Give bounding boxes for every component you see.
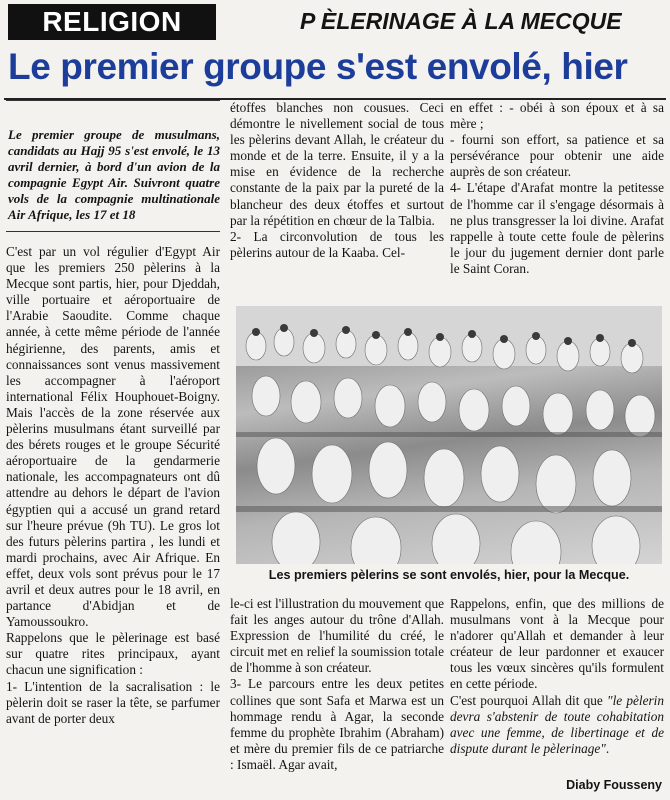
body-paragraph: 1- L'intention de la sacralisation : le pèlerin doit se raser la tête, se parfumer avant de porter deux: [6, 678, 220, 726]
headline: Le premier groupe s'est envolé, hier: [8, 46, 628, 87]
author-signature: Diaby Fousseny: [566, 778, 662, 792]
body-paragraph: [450, 693, 664, 757]
kicker: P ÈLERINAGE À LA MECQUE: [300, 8, 622, 34]
quote-text: "le pèlerin devra s'abstenir de toute cohabitation avec une femme, de libertinage et de dispute durant le pèlerinage": [450, 692, 665, 756]
pilgrims-photo: [236, 306, 662, 564]
quote-intro: C'est pourquoi Allah dit que: [450, 692, 607, 708]
crowd-illustration: [236, 306, 662, 564]
column-2: [230, 100, 444, 261]
photo-caption: Les premiers pèlerins se sont envolés, hier, pour la Mecque.: [268, 568, 630, 582]
body-paragraph: le-ci est l'illustration du mouvement que fait les anges autour du trône d'Allah. Expression de l'humilité du créé, le circuit met en relief la soumission totale de l'homme à son créateur.: [230, 596, 444, 676]
section-rubric: RELIGION: [8, 4, 216, 40]
body-paragraph: 2- La circonvolution de tous les pèlerins autour de la Kaaba. Cel-: [230, 228, 444, 260]
column-3: [450, 100, 664, 277]
column-1: [6, 100, 220, 727]
body-paragraph: C'est par un vol régulier d'Egypt Air que les premiers 250 pèlerins à la Mecque sont partis, hier, pour Djeddah, ville portuaire et aéroportuaire de l'Arabie Saoudite. Comme chaque année, à cette même période de l'année hégirienne, des parents, amis et connaissances sont venus massivement les accompagner à l'aéroport international Félix Houphouet-Boigny. Mais l'accès de la zone réservée aux pèlerins musulmans étant surveillé par des bérets rouges et le groupe Sécurité aéroportuaire de la gendarmerie nationale, les accompagnateurs ont dû attendre au dehors le départ de l'avion égyptien qui a accusé un grand retard sur l'heure prévue (9h TU). Le gros lot des futurs pèlerins partira , les lundi et mardi prochains, avec Air Afrique. En effet, deux vols sont prévus pour le 17 avril et deux autres pour le 18 avril, en partance d'Abidjan et de Yamoussoukro.: [6, 244, 220, 630]
body-paragraph: - fourni son effort, sa patience et sa persévérance pour obtenir une aide auprès de son créateur.: [450, 132, 664, 180]
body-paragraph: étoffes blanches non cousues. Ceci démontre le nivellement social de tous les pèlerins devant Allah, le créateur du monde et de la terre. Ensuite, il y a la mise en évidence de la recherche constante de la paix par la pureté de la blancheur des deux étoffes et surtout par la répétition en chœur de la Talbia.: [230, 100, 444, 228]
quote-end: .: [605, 740, 610, 756]
body-paragraph: Rappelons que le pèlerinage est basé sur quatre rites principaux, ayant chacun une signification :: [6, 630, 220, 678]
body-paragraph: Rappelons, enfin, que des millions de musulmans vont à la Mecque pour n'adorer qu'Allah et demander à leur créateur de leur pardonner et exaucer tous les vœux sincères qu'ils formulent en cette période.: [450, 596, 664, 692]
column-3-continued: [450, 596, 664, 757]
lead-paragraph: Le premier groupe de musulmans, candidats au Hajj 95 s'est envolé, le 13 avril dernier, à bord d'un avion de la compagnie Egypt Air. Suivront quatre vols de la compagnie multinationale Air Afrique, les 17 et 18: [6, 100, 220, 232]
body-paragraph: 3- Le parcours entre les deux petites collines que sont Safa et Marwa est un hommage rendu à Agar, la seconde femme du prophète Ibrahim (Abraham) et mère du premier fils de ce patriarche : Ismaël. Agar avait,: [230, 676, 444, 772]
body-paragraph: 4- L'étape d'Arafat montre la petitesse de l'homme car il s'engage désormais à ne plus transgresser la loi divine. Arafat rappelle à toute cette foule de pèlerins le jour du jugement dernier dont parle le Saint Coran.: [450, 180, 664, 276]
column-2-continued: [230, 596, 444, 773]
body-paragraph: en effet : - obéi à son époux et à sa mère ;: [450, 100, 664, 132]
